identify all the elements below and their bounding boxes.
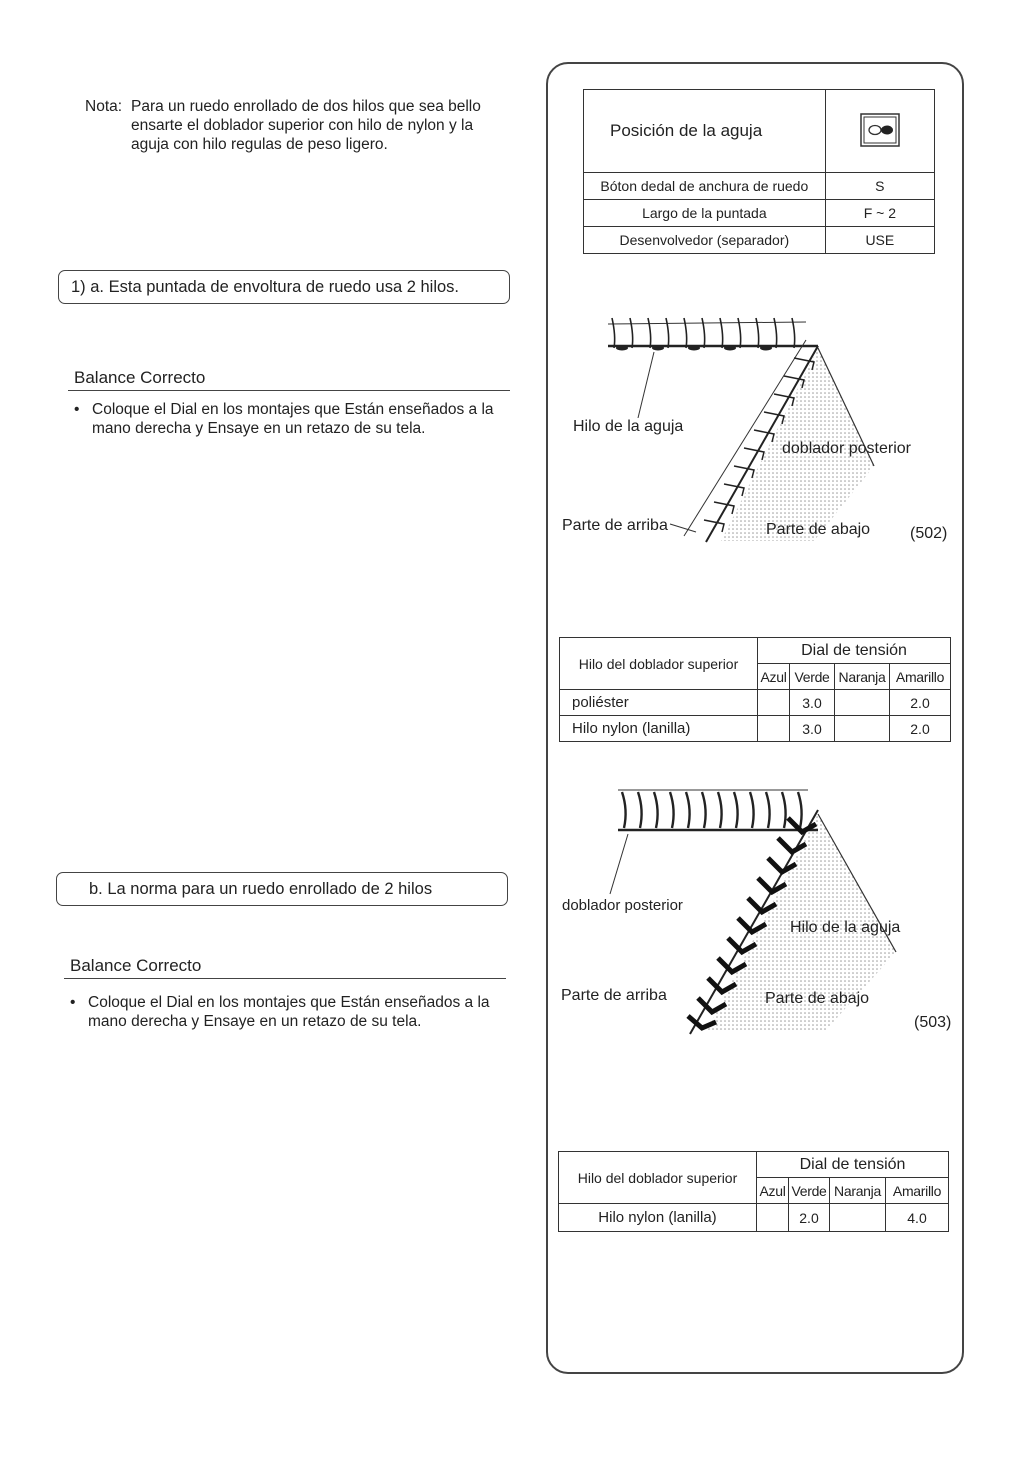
- col-naranja: Naranja: [835, 664, 890, 690]
- tension-group-header: Dial de tensión: [758, 638, 951, 664]
- tension-table-503: [558, 1151, 949, 1232]
- setting-label: Desenvolvedor (separador): [584, 227, 826, 254]
- tension-group-header: Dial de tensión: [757, 1152, 949, 1178]
- figure-503-number: (503): [914, 1014, 952, 1031]
- tension-cell: 2.0: [890, 716, 951, 742]
- tension-cell: [835, 716, 890, 742]
- needle-position-label: Posición de la aguja: [584, 90, 826, 173]
- step-a-box: [58, 270, 510, 304]
- fig503-upper-looper-label: doblador posterior: [562, 897, 683, 914]
- section-a-bullet: [74, 400, 534, 438]
- tension-cell: [758, 690, 790, 716]
- note-line-3: aguja con hilo regulas de peso ligero.: [131, 136, 388, 153]
- fig503-bottom-label: Parte de abajo: [765, 990, 870, 1007]
- col-verde: Verde: [789, 1178, 830, 1204]
- col-verde: Verde: [790, 664, 835, 690]
- section-a-bullet-line-2: mano derecha y Ensaye en un retazo de su tela.: [92, 420, 426, 437]
- section-b-bullet-line-2: mano derecha y Ensaye en un retazo de su tela.: [88, 1013, 422, 1030]
- section-b-bullet-line-1: Coloque el Dial en los montajes que Están enseñados a la: [88, 994, 490, 1011]
- tension-cell: [758, 716, 790, 742]
- col-amarillo: Amarillo: [886, 1178, 949, 1204]
- section-b-bullet: [70, 993, 530, 1031]
- tension-cell: 3.0: [790, 690, 835, 716]
- section-b-heading: Balance Correcto: [70, 956, 202, 975]
- tension-cell: [835, 690, 890, 716]
- bullet-dot: •: [74, 401, 80, 418]
- figure-502-number: (502): [910, 525, 948, 542]
- tension-row-label: Hilo nylon (lanilla): [560, 716, 758, 742]
- machine-settings-table: [583, 89, 935, 254]
- fig502-upper-looper-label: doblador posterior: [782, 440, 911, 457]
- section-b-rule: [64, 978, 506, 979]
- tension-cell: 2.0: [890, 690, 951, 716]
- col-amarillo: Amarillo: [890, 664, 951, 690]
- tension-cell: [830, 1204, 886, 1232]
- tension-row-header: Hilo del doblador superior: [559, 1152, 757, 1204]
- col-azul: Azul: [757, 1178, 789, 1204]
- col-azul: Azul: [758, 664, 790, 690]
- section-a-rule: [68, 390, 510, 391]
- needle-position-cell: [825, 90, 934, 173]
- tension-table-502: [559, 637, 951, 742]
- fig503-top-label: Parte de arriba: [561, 987, 667, 1004]
- setting-label: Bóton dedal de anchura de ruedo: [584, 173, 826, 200]
- tension-row-label: Hilo nylon (lanilla): [559, 1204, 757, 1232]
- step-a-text: 1) a. Esta puntada de envoltura de ruedo usa 2 hilos.: [71, 277, 460, 296]
- col-naranja: Naranja: [830, 1178, 886, 1204]
- bullet-dot: •: [70, 994, 76, 1011]
- fig503-needle-thread-label: Hilo de la aguja: [790, 919, 901, 936]
- setting-value: S: [825, 173, 934, 200]
- section-a-heading: Balance Correcto: [74, 368, 206, 387]
- figure-502: [556, 296, 960, 558]
- tension-cell: 4.0: [886, 1204, 949, 1232]
- step-b-text: b. La norma para un ruedo enrollado de 2 hilos: [89, 879, 433, 898]
- tension-cell: 3.0: [790, 716, 835, 742]
- tension-cell: [757, 1204, 789, 1232]
- note-block: [85, 97, 525, 154]
- fig502-top-label: Parte de arriba: [562, 517, 668, 534]
- note-line-2: ensarte el doblador superior con hilo de nylon y la: [131, 117, 474, 134]
- setting-value: USE: [825, 227, 934, 254]
- figure-503: [556, 780, 960, 1040]
- note-label: Nota:: [85, 98, 123, 115]
- needle-position-icon: [860, 113, 900, 147]
- tension-row-header: Hilo del doblador superior: [560, 638, 758, 690]
- tension-row-label: poliéster: [560, 690, 758, 716]
- setting-label: Largo de la puntada: [584, 200, 826, 227]
- note-line-1: Para un ruedo enrollado de dos hilos que sea bello: [131, 98, 481, 115]
- tension-cell: 2.0: [789, 1204, 830, 1232]
- step-b-box: [56, 872, 508, 906]
- fig502-needle-thread-label: Hilo de la aguja: [573, 418, 684, 435]
- setting-value: F ~ 2: [825, 200, 934, 227]
- fig502-bottom-label: Parte de abajo: [766, 521, 871, 538]
- section-a-bullet-line-1: Coloque el Dial en los montajes que Están enseñados a la: [92, 401, 494, 418]
